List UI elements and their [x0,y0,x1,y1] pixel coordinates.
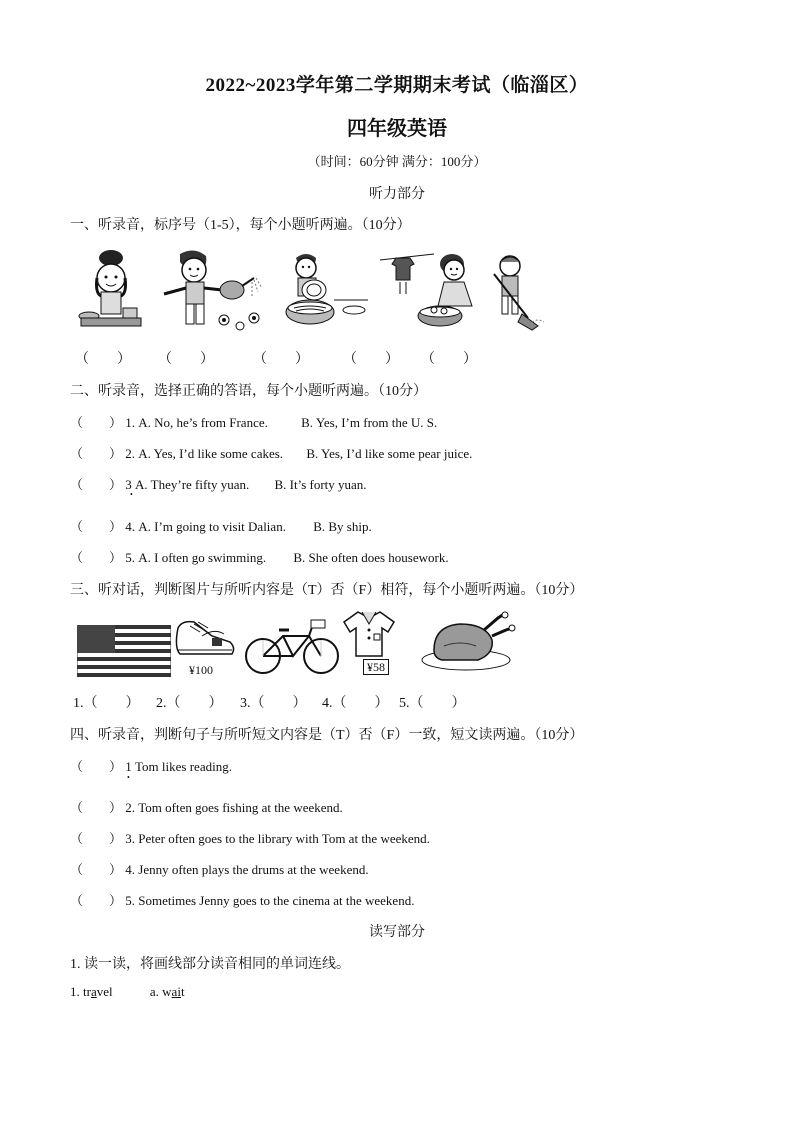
statement: 2. Tom often goes fishing at the weekend. [125,800,343,815]
word-part: tr [83,984,91,999]
blank-4[interactable]: （ ） [343,352,399,367]
question-row [70,516,372,535]
item-number: 1. [70,984,80,999]
option-b: B. She often does housework. [293,550,449,565]
section2-heading: 二、听录音，选择正确的答语，每个小题听两遍。（10分） [70,384,427,399]
option-b: B. It’s forty yuan. [274,477,367,492]
word-part: w [162,984,172,999]
judge-row [70,890,414,909]
answer-paren[interactable]: （ ） [70,759,123,774]
question-row [70,412,437,431]
watering-flowers-picture [158,248,266,332]
judge-row [70,797,343,816]
question-number: 4. [125,519,136,534]
question-number: 1. [125,415,136,430]
section4-heading: 四、听录音，判断句子与所听短文内容是（T）否（F）一致，短文读两遍。（10分） [70,728,584,743]
blank-5[interactable]: 5.（ ） [399,696,466,711]
answer-paren[interactable]: （ ） [70,477,123,492]
section3-blanks [0,692,794,712]
cooking-girl-picture [75,248,147,332]
word-right[interactable] [162,984,184,999]
option-b: B. Yes, I’d like some pear juice. [306,446,473,461]
shirt-price: ¥58 [363,659,389,675]
word-part: t [180,984,185,999]
shoes-price: ¥100 [189,663,213,677]
blank-2[interactable]: （ ） [158,352,214,367]
option-a: A. I often go swimming. [138,550,267,565]
answer-paren[interactable]: （ ） [70,800,123,815]
question-row [70,443,472,462]
statement: 5. Sometimes Jenny goes to the cinema at the weekend. [125,893,415,908]
bicycle-picture [243,616,341,676]
statement: 4. Jenny often plays the drums at the weekend. [125,862,369,877]
blank-5[interactable]: （ ） [421,352,477,367]
question-row [70,474,367,493]
option-a: A. I’m going to visit Dalian. [138,519,286,534]
answer-paren[interactable]: （ ） [70,831,123,846]
exam-subtitle: 四年级英语 [347,118,447,140]
blank-3[interactable]: 3.（ ） [240,696,307,711]
underlined-part: a [90,984,97,999]
blank-1[interactable]: 1.（ ） [73,696,140,711]
answer-paren[interactable]: （ ） [70,550,123,565]
statement: 1 Tom likes reading. [125,759,232,774]
section3-heading: 三、听对话，判断图片与所听内容是（T）否（F）相符，每个小题听两遍。（10分） [70,583,584,598]
blank-3[interactable]: （ ） [253,352,309,367]
option-a: A. No, he’s from France. [138,415,268,430]
washing-clothes-picture [378,250,480,332]
section5-heading: 1. 读一读，将画线部分读音相同的单词连线。 [70,957,350,972]
judge-row [70,828,430,847]
question-row [70,547,449,566]
section1-heading: 一、听录音，标序号（1-5），每个小题听两遍。（10分） [70,218,411,233]
exam-info: （时间：60分钟 满分：100分） [307,154,487,169]
answer-paren[interactable]: （ ） [70,519,123,534]
shirt-picture [342,608,396,660]
exam-title: 2022~2023学年第二学期期末考试（临淄区） [205,75,589,96]
match-label: a. [149,984,159,999]
word-part: vel [96,984,113,999]
roast-chicken-picture [420,610,516,672]
reading-part-label: 读写部分 [369,925,425,940]
option-a: A. Yes, I’d like some cakes. [138,446,284,461]
question-number: 5. [125,550,136,565]
underlined-part: ai [171,984,181,999]
sweeping-picture [488,252,548,332]
judge-row [70,859,369,878]
washing-dishes-picture [282,250,370,330]
blank-1[interactable]: （ ） [75,352,131,367]
question-number: 3 [125,477,132,492]
dot-mark: • [127,773,130,782]
answer-paren[interactable]: （ ） [70,893,123,908]
option-a: A. They’re fifty yuan. [135,477,250,492]
matching-row [70,984,185,1000]
answer-paren[interactable]: （ ） [70,415,123,430]
blank-4[interactable]: 4.（ ） [322,696,389,711]
judge-row [70,756,232,775]
us-flag-picture [77,625,171,677]
statement: 3. Peter often goes to the library with Tom at the weekend. [125,831,430,846]
word-left[interactable] [83,984,113,999]
dot-mark: • [130,490,133,499]
sneakers-picture [172,618,238,664]
option-b: B. Yes, I’m from the U. S. [301,415,438,430]
option-b: B. By ship. [313,519,372,534]
answer-paren[interactable]: （ ） [70,446,123,461]
section1-blanks [0,348,794,368]
listening-part-label: 听力部分 [369,187,425,202]
answer-paren[interactable]: （ ） [70,862,123,877]
question-number: 2. [125,446,136,461]
blank-2[interactable]: 2.（ ） [156,696,223,711]
